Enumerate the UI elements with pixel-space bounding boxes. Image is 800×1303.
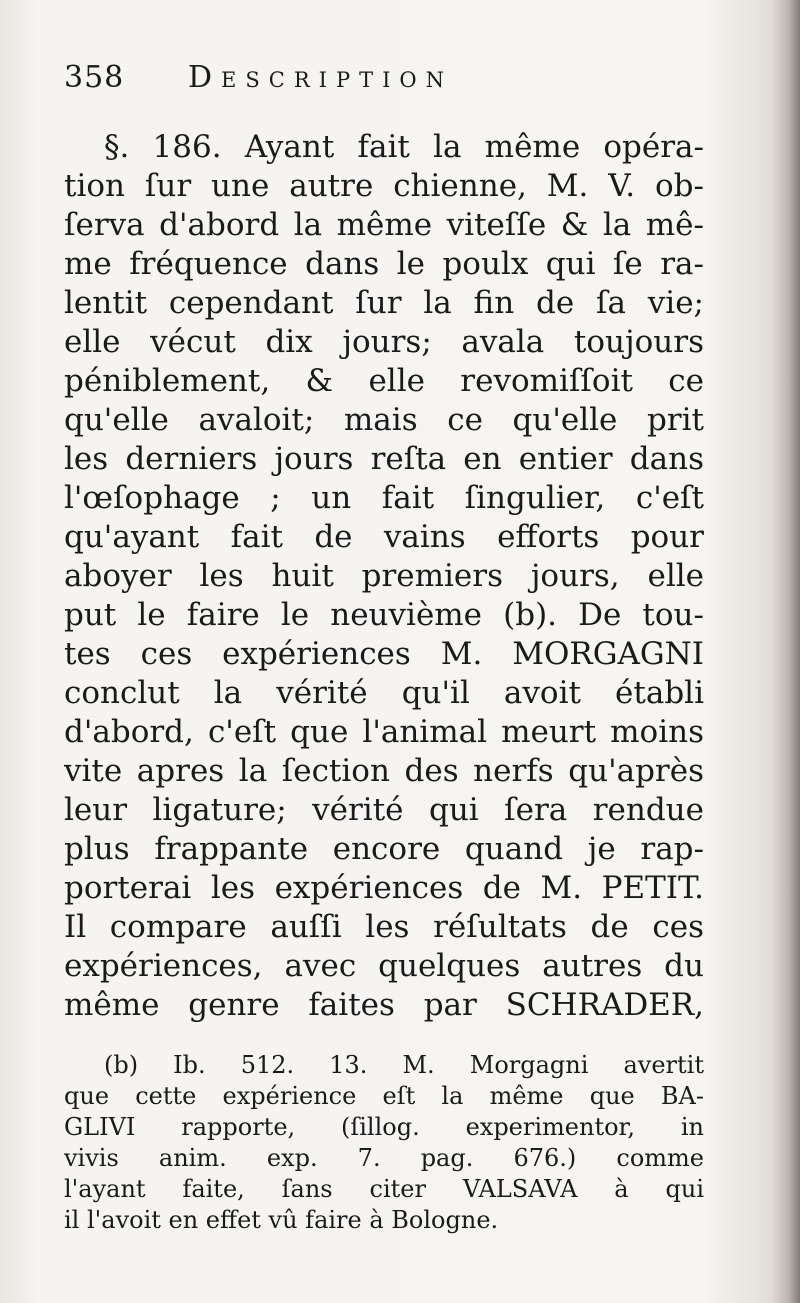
text-line: même genre faites par SCHRADER, [64, 987, 704, 1023]
page-header [64, 60, 704, 110]
footnote-line: GLIVI rapporte, (ſillog. experimentor, in [64, 1113, 704, 1141]
footnote-line: l'ayant faite, ſans citer VALSAVA à qui [64, 1175, 704, 1203]
text-line: put le faire le neuvième (b). De tou- [64, 597, 704, 633]
text-line: porterai les expériences de M. PETIT. [64, 870, 704, 906]
text-line: les derniers jours reſta en entier dans [64, 441, 704, 477]
footnote-line: vivis anim. exp. 7. pag. 676.) comme [64, 1144, 704, 1172]
text-line: d'abord, c'eſt que l'animal meurt moins [64, 714, 704, 750]
text-line: plus frappante encore quand je rap- [64, 831, 704, 867]
running-head: Description [188, 60, 453, 95]
text-line: tion ſur une autre chienne, M. V. ob- [64, 168, 704, 204]
footnote-line: que cette expérience eſt la même que BA- [64, 1082, 704, 1110]
text-line: §. 186. Ayant fait la même opéra- [104, 129, 704, 165]
text-line: l'œſophage ; un fait ſingulier, c'eſt [64, 480, 704, 516]
text-line: me fréquence dans le poulx qui ſe ra- [64, 246, 704, 282]
text-line: qu'elle avaloit; mais ce qu'elle prit [64, 402, 704, 438]
text-line: tes ces expériences M. MORGAGNI [64, 636, 704, 672]
page-edge-shadow [772, 0, 800, 1303]
text-line: Il compare auſſi les réſultats de ces [64, 909, 704, 945]
text-line: péniblement, & elle revomiſſoit ce [64, 363, 704, 399]
text-line: aboyer les huit premiers jours, elle [64, 558, 704, 594]
body-paragraph [64, 128, 704, 1025]
text-line: leur ligature; vérité qui ſera rendue [64, 792, 704, 828]
footnote-line: (b) Ib. 512. 13. M. Morgagni avertit [104, 1051, 704, 1079]
text-line: expériences, avec quelques autres du [64, 948, 704, 984]
text-line: qu'ayant fait de vains efforts pour [64, 519, 704, 555]
footnote-line: il l'avoit en effet vû faire à Bologne. [64, 1206, 499, 1234]
text-line: lentit cependant ſur la fin de ſa vie; [64, 285, 704, 321]
text-line: vite apres la ſection des nerfs qu'après [64, 753, 704, 789]
text-line: conclut la vérité qu'il avoit établi [64, 675, 704, 711]
text-line: elle vécut dix jours; avala toujours [64, 324, 704, 360]
page-number: 358 [64, 60, 125, 95]
text-line: ſerva d'abord la même viteſſe & la mê- [64, 207, 704, 243]
footnote [64, 1050, 704, 1236]
